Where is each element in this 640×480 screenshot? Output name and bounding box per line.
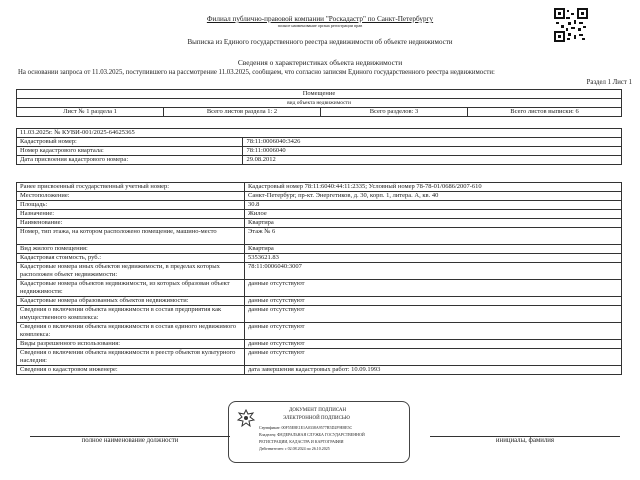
electronic-signature-stamp — [228, 401, 410, 463]
row-label: Вид жилого помещения: — [17, 245, 245, 254]
stamp-line-2: ЭЛЕКТРОННОЙ ПОДПИСЬЮ — [283, 416, 350, 421]
row-value: 78:11:0006040:3426 — [243, 138, 622, 147]
row-value: 78:11:0006040:3007 — [245, 263, 622, 280]
table-row — [17, 280, 622, 297]
emblem-icon — [235, 408, 257, 430]
stamp-line-6: Действителен: с 02.08.2024 по 26.10.2025 — [259, 446, 330, 451]
object-type: Помещение — [17, 90, 622, 99]
row-label: Дата присвоения кадастрового номера: — [17, 156, 243, 165]
row-label: Кадастровые номера иных объектов недвижимости, в пределах которых расположен объект недвижимости: — [17, 263, 245, 280]
stamp-line-4: Владелец: ФЕДЕРАЛЬНАЯ СЛУЖБА ГОСУДАРСТВЕННОЙ — [259, 432, 365, 437]
row-value: 30.8 — [245, 201, 622, 210]
table-row — [17, 219, 622, 228]
table-row — [17, 349, 622, 366]
row-value: 78:11:0006040 — [243, 147, 622, 156]
row-label: Кадастровые номера образованных объектов недвижимости: — [17, 297, 245, 306]
row-label: Ранее присвоенный государственный учетный номер: — [17, 183, 245, 192]
row-label: Кадастровые номера объектов недвижимости, из которых образован объект недвижимости: — [17, 280, 245, 297]
table-row — [17, 183, 622, 192]
name-caption: инициалы, фамилия — [430, 436, 620, 444]
doc-number: 11.03.2025г. № КУВИ-001/2025-64625365 — [17, 129, 622, 138]
row-label: Сведения о кадастровом инженере: — [17, 366, 245, 375]
extract-title: Выписка из Единого государственного реестра недвижимости об объекте недвижимости — [187, 38, 453, 46]
table-row — [17, 138, 622, 147]
extract-sheets-total: Всего листов выписки: 6 — [468, 108, 622, 117]
sections-total: Всего разделов: 3 — [321, 108, 468, 117]
row-value: 5353621.83 — [245, 254, 622, 263]
row-label: Кадастровая стоимость, руб.: — [17, 254, 245, 263]
main-info-table — [16, 128, 622, 165]
row-label: Номер, тип этажа, на котором расположено помещение, машино-место — [17, 228, 245, 245]
table-row — [17, 323, 622, 340]
sheet-number: Лист № 1 раздела 1 — [17, 108, 164, 117]
detail-table — [16, 182, 622, 375]
row-value: данные отсутствуют — [245, 280, 622, 297]
stamp-line-5: РЕГИСТРАЦИИ, КАДАСТРА И КАРТОГРАФИИ — [259, 439, 344, 444]
table-row — [17, 245, 622, 254]
row-label: Площадь: — [17, 201, 245, 210]
row-label: Сведения о включении объекта недвижимости в состав единого недвижимого комплекса: — [17, 323, 245, 340]
table-row — [17, 210, 622, 219]
row-label: Виды разрешенного использования: — [17, 340, 245, 349]
razdel-label: Раздел 1 Лист 1 — [586, 79, 632, 86]
row-label: Номер кадастрового квартала: — [17, 147, 243, 156]
row-value: Санкт-Петербург, пр-кт. Энергетиков, д. 30, корп. 1, литера. А, кв. 40 — [245, 192, 622, 201]
row-value: данные отсутствуют — [245, 297, 622, 306]
table-row — [17, 156, 622, 165]
row-label: Местоположение: — [17, 192, 245, 201]
stamp-line-1: ДОКУМЕНТ ПОДПИСАН — [289, 408, 347, 413]
intro-text: На основании запроса от 11.03.2025, поступившего на рассмотрение 11.03.2025, сообщаем, что согласно записям Единого государственного реестра недвижимости: — [18, 69, 495, 76]
position-caption: полное наименование должности — [30, 436, 230, 444]
row-value: Жилое — [245, 210, 622, 219]
table-row — [17, 201, 622, 210]
table-row — [17, 306, 622, 323]
table-row — [17, 340, 622, 349]
stamp-line-3: Сертификат: 00F55E8E1E1A0338A9577B5D2F9E8E5C — [259, 425, 353, 430]
row-label: Сведения о включении объекта недвижимости в состав предприятия как имущественного комплекса: — [17, 306, 245, 323]
row-value: данные отсутствуют — [245, 306, 622, 323]
row-value: данные отсутствуют — [245, 323, 622, 340]
qr-code-icon — [554, 8, 588, 42]
table-row — [17, 297, 622, 306]
org-name: Филиал публично-правовой компании "Роскадастр" по Санкт-Петербургу — [206, 15, 434, 23]
row-label: Кадастровый номер: — [17, 138, 243, 147]
row-value: Квартира — [245, 245, 622, 254]
row-value: данные отсутствуют — [245, 349, 622, 366]
row-label: Назначение: — [17, 210, 245, 219]
object-type-table — [16, 89, 622, 117]
table-row — [17, 228, 622, 245]
row-label: Сведения о включении объекта недвижимости в реестр объектов культурного наследия: — [17, 349, 245, 366]
row-value: Кадастровый номер 78:11:6040:44:11:2335; Условный номер 78-78-01/0686/2007-610 — [245, 183, 622, 192]
row-value: Квартира — [245, 219, 622, 228]
row-value: 29.08.2012 — [243, 156, 622, 165]
row-value: Этаж № 6 — [245, 228, 622, 245]
row-value: данные отсутствуют — [245, 340, 622, 349]
row-label: Наименование: — [17, 219, 245, 228]
sheets-total: Всего листов раздела 1: 2 — [164, 108, 321, 117]
table-row — [17, 366, 622, 375]
table-row — [17, 192, 622, 201]
table-row — [17, 147, 622, 156]
row-value: дата завершения кадастровых работ: 10.09.1993 — [245, 366, 622, 375]
section-title: Сведения о характеристиках объекта недвижимости — [237, 58, 403, 67]
org-caption: полное наименование органа регистрации прав — [277, 23, 363, 28]
table-row — [17, 254, 622, 263]
object-type-caption: вид объекта недвижимости — [17, 99, 622, 108]
table-row — [17, 263, 622, 280]
